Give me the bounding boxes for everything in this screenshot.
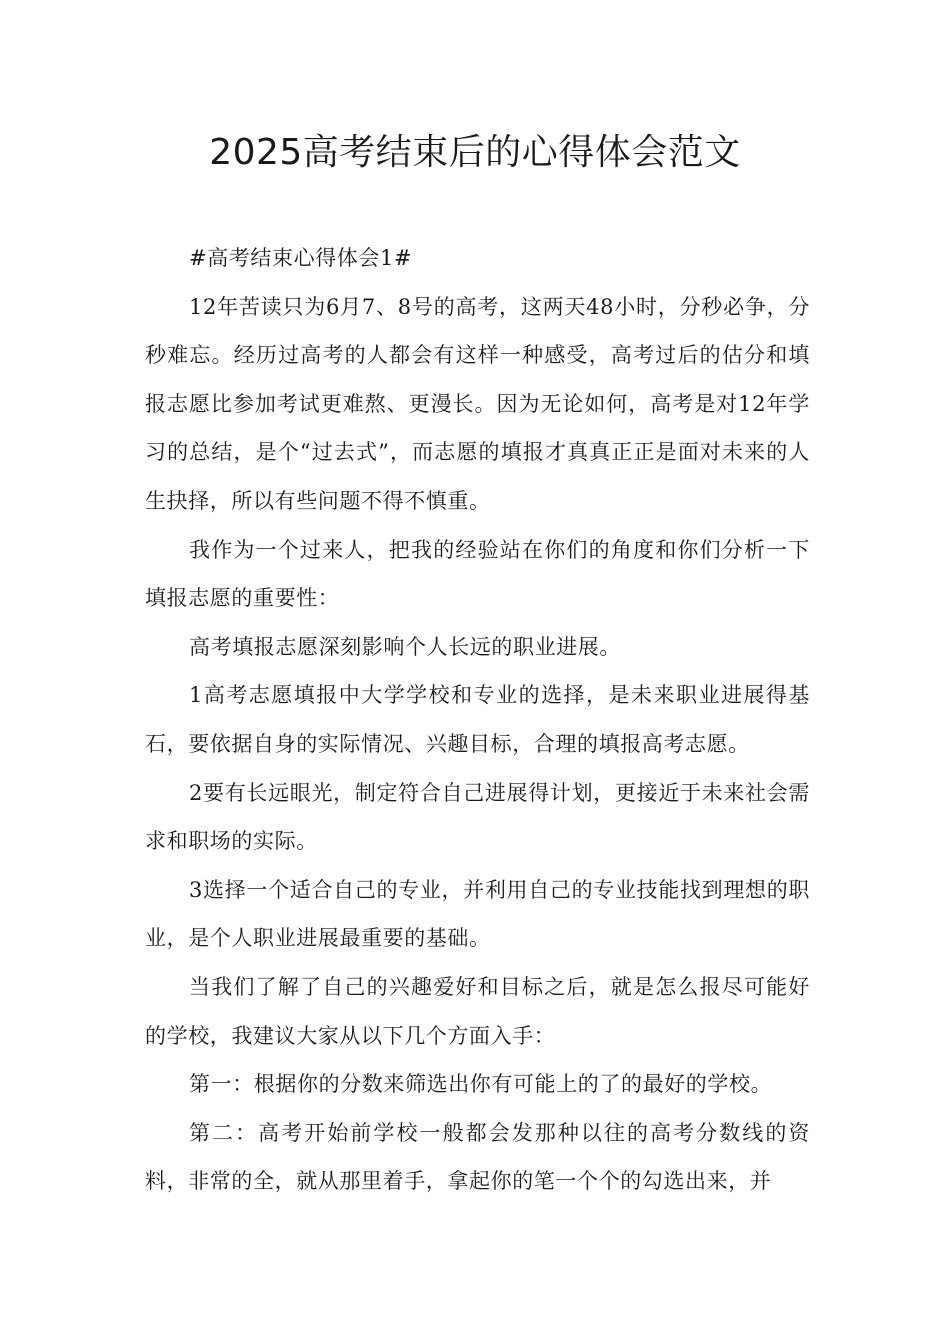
paragraph-experience: 我作为一个过来人，把我的经验站在你们的角度和你们分析一下填报志愿的重要性： (145, 537, 810, 611)
paragraph-approach: 当我们了解了自己的兴趣爱好和目标之后，就是怎么报尽可能好的学校，我建议大家从以下几个方面入手： (145, 974, 810, 1048)
paragraph-importance: 高考填报志愿深刻影响个人长远的职业进展。 (189, 634, 621, 659)
paragraph-point-3: 3选择一个适合自己的专业，并利用自己的专业技能找到理想的职业，是个人职业进展最重要的基础。 (145, 877, 810, 951)
paragraph-point-2: 2要有长远眼光，制定符合自己进展得计划，更接近于未来社会需求和职场的实际。 (145, 780, 810, 854)
paragraph-first: 第一：根据你的分数来筛选出你有可能上的了的最好的学校。 (189, 1072, 773, 1097)
document-body (145, 234, 810, 1206)
paragraph-intro: 12年苦读只为6月7、8号的高考，这两天48小时，分秒必争，分秒难忘。经历过高考的人都会有这样一种感受，高考过后的估分和填报志愿比参加考试更难熬、更漫长。因为无论如何，高考是对12年学习的总结，是个“过去式”，而志愿的填报才真真正正是面对未来的人生抉择，所以有些问题不得不慎重。 (145, 294, 810, 513)
document-title: 2025高考结束后的心得体会范文 (209, 132, 741, 173)
paragraph-second: 第二：高考开始前学校一般都会发那种以往的高考分数线的资料，非常的全，就从那里着手，拿起你的笔一个个的勾选出来，并 (145, 1120, 810, 1194)
paragraph-point-1: 1高考志愿填报中大学学校和专业的选择，是未来职业进展得基石，要依据自身的实际情况、兴趣目标，合理的填报高考志愿。 (145, 683, 810, 756)
section-heading: #高考结束心得体会1# (189, 246, 413, 270)
